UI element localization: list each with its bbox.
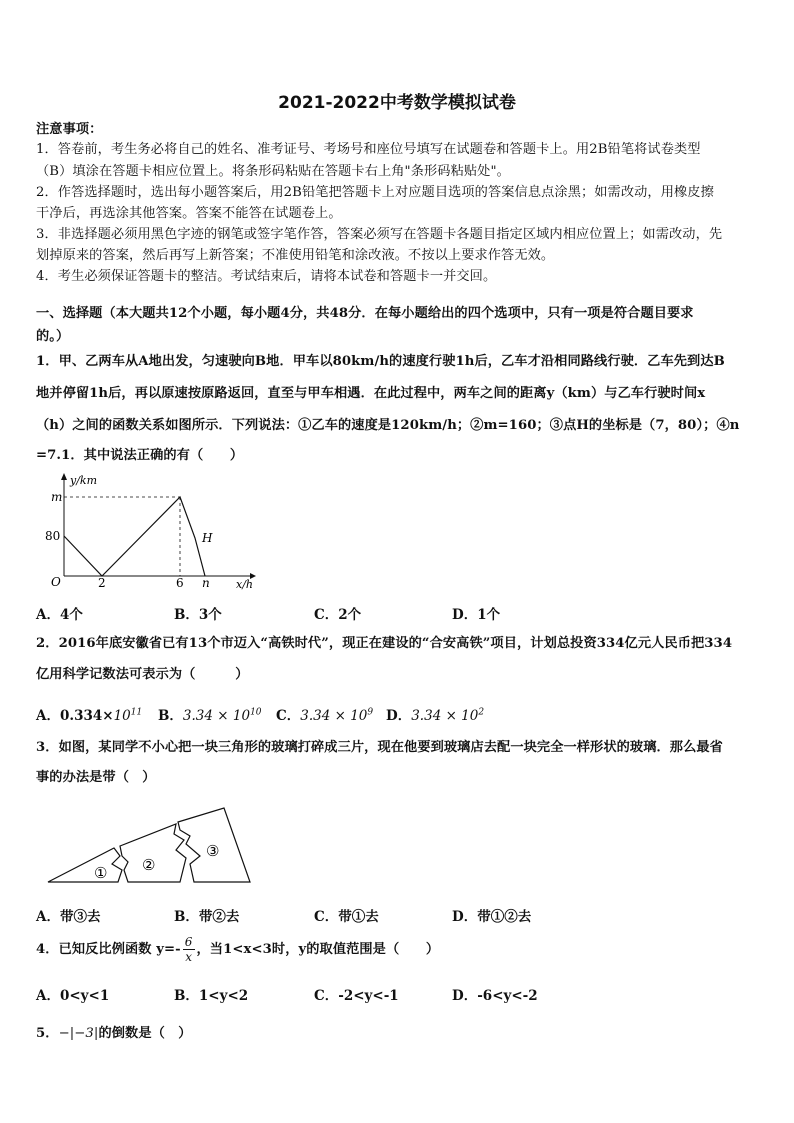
- notice-line: 2．作答选择题时，选出每小题答案后，用2B铅笔把答题卡上对应题目选项的答案信息点涂黑；如需改动，用橡皮擦: [36, 185, 714, 200]
- glass-piece-1: [48, 848, 122, 882]
- section-heading: 一、选择题（本大题共12个小题，每小题4分，共48分．在每小题给出的四个选项中，只有一项是符合题目要求: [36, 306, 694, 321]
- page-title: 2021-2022中考数学模拟试卷: [278, 93, 516, 113]
- option-c[interactable]: C．带①去: [314, 909, 379, 925]
- option-a[interactable]: A．带③去: [36, 909, 101, 925]
- notice-line: 干净后，再选涂其他答案。答案不能答在试题卷上。: [36, 206, 342, 221]
- fraction: $\frac{6}{x}$: [184, 935, 193, 964]
- graph-80-label: 80: [45, 529, 61, 543]
- option-b[interactable]: B．3个: [174, 607, 222, 623]
- option-d[interactable]: D．1个: [452, 607, 501, 623]
- graph-ylabel: y/km: [70, 474, 98, 487]
- question-5-text: 5．−|−3|的倒数是（ ）: [36, 1026, 192, 1041]
- option-b[interactable]: B．带②去: [174, 909, 240, 925]
- piece-label-1: ①: [94, 864, 108, 882]
- option-b[interactable]: B．1<y<2: [174, 988, 249, 1004]
- option-a[interactable]: A．0<y<1: [36, 988, 110, 1004]
- notice-line: 4．考生必须保证答题卡的整洁。考试结束后，请将本试卷和答题卡一并交回。: [36, 269, 497, 284]
- question-1-text: 1．甲、乙两车从A地出发，匀速驶向B地．甲车以80km/h的速度行驶1h后，乙车才沿相同路线行驶．乙车先到达B: [36, 354, 725, 369]
- option-d[interactable]: D．$3.34 \times 10^2$: [386, 707, 485, 724]
- graph-xlabel: x/h: [236, 578, 253, 591]
- graph-origin-label: O: [51, 575, 61, 589]
- notice-line: 1．答卷前，考生务必将自己的姓名、准考证号、考场号和座位号填写在试题卷和答题卡上。用2B铅笔将试卷类型: [36, 142, 701, 157]
- question-2-text: 2．2016年底安徽省已有13个市迈入“高铁时代”，现正在建设的“合安高铁”项目，计划总投资334亿元人民币把334: [36, 636, 733, 651]
- section-heading-cont: 的。）: [36, 329, 70, 344]
- notice-heading: 注意事项：: [36, 122, 103, 137]
- piece-label-2: ②: [142, 856, 156, 874]
- graph-n-label: n: [202, 576, 210, 590]
- option-d[interactable]: D．带①②去: [452, 909, 532, 925]
- notice-line: 3．非选择题必须用黑色字迹的钢笔或签字笔作答，答案必须写在答题卡各题目指定区域内相应位置上；如需改动，先: [36, 227, 723, 242]
- option-a[interactable]: A．4个: [36, 607, 83, 623]
- question-3-text: 3．如图，某同学不小心把一块三角形的玻璃打碎成三片，现在他要到玻璃店去配一块完全一样形状的玻璃．那么最省: [36, 740, 723, 755]
- graph-m-label: m: [51, 490, 63, 504]
- option-c[interactable]: C．$3.34 \times 10^9$: [276, 707, 374, 724]
- option-a[interactable]: A．$0.334\times 10^{11}$: [36, 707, 143, 724]
- notice-line: 划掉原来的答案，然后再写上新答案；不准使用铅笔和涂改液。不按以上要求作答无效。: [36, 248, 555, 263]
- notice-line: （B）填涂在答题卡相应位置上。将条形码粘贴在答题卡右上角"条形码粘贴处"。: [36, 164, 510, 179]
- math-expression: −|−3|: [58, 1026, 99, 1041]
- option-c[interactable]: C．2个: [314, 607, 362, 623]
- question-1-graph: [40, 470, 260, 592]
- graph-x2-label: 2: [98, 576, 106, 590]
- question-3-figure: [44, 800, 258, 890]
- question-4-text: 4．已知反比例函数 y=- $\frac{6}{x}$ ，当1<x<3时，y的取值范围是（ ）: [36, 935, 440, 964]
- graph-H-label: H: [202, 531, 213, 545]
- question-3-text: 事的办法是带（ ）: [36, 770, 156, 785]
- option-b[interactable]: B．$3.34 \times 10^{10}$: [158, 707, 262, 724]
- option-c[interactable]: C．-2<y<-1: [314, 988, 399, 1004]
- option-d[interactable]: D．-6<y<-2: [452, 988, 538, 1004]
- question-2-text: 亿用科学记数法可表示为（ ）: [36, 667, 249, 682]
- graph-x6-label: 6: [176, 576, 184, 590]
- question-1-text: =7.1．其中说法正确的有（ ）: [36, 448, 244, 463]
- question-1-text: （h）之间的函数关系如图所示．下列说法：①乙车的速度是120km/h；②m=160；③点H的坐标是（7，80）；④n: [36, 418, 740, 433]
- question-1-text: 地并停留1h后，再以原速按原路返回，直至与甲车相遇．在此过程中，两车之间的距离y（km）与乙车行驶时间x: [36, 386, 706, 401]
- piece-label-3: ③: [206, 842, 220, 860]
